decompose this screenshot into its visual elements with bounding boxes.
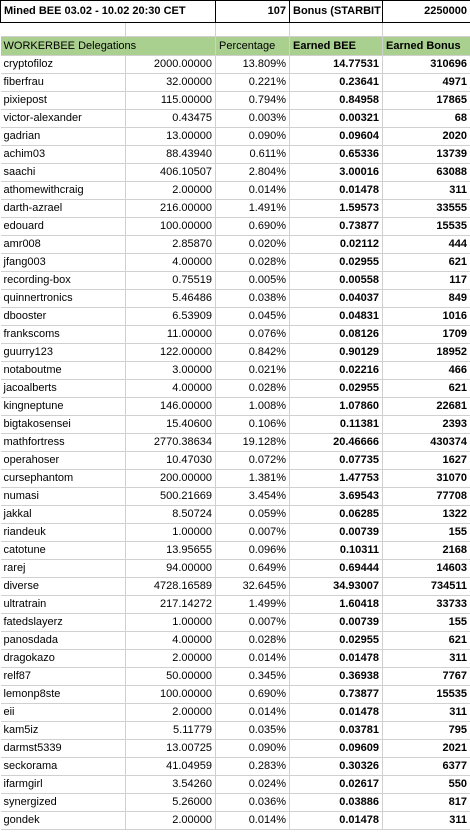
earned-bonus-cell[interactable]: 430374 xyxy=(383,434,470,452)
percentage-cell[interactable]: 0.020% xyxy=(216,236,290,254)
table-row xyxy=(1,740,470,758)
earned-bee-cell[interactable]: 1.47753 xyxy=(290,470,383,488)
earned-bee-cell[interactable]: 0.30326 xyxy=(290,758,383,776)
earned-bee-cell[interactable]: 0.10311 xyxy=(290,542,383,560)
percentage-cell[interactable]: 0.059% xyxy=(216,506,290,524)
percentage-cell[interactable]: 0.014% xyxy=(216,812,290,830)
delegation-amount-cell[interactable]: 100.00000 xyxy=(126,218,216,236)
delegator-name-cell[interactable]: kingneptune xyxy=(1,398,126,416)
delegator-name-cell[interactable]: jakkal xyxy=(1,506,126,524)
earned-bonus-cell[interactable]: 311 xyxy=(383,650,470,668)
earned-bee-cell[interactable]: 0.84958 xyxy=(290,92,383,110)
table-row xyxy=(1,668,470,686)
delegator-name-cell[interactable]: lemonp8ste xyxy=(1,686,126,704)
table-row xyxy=(1,272,470,290)
delegator-name-cell[interactable]: victor-alexander xyxy=(1,110,126,128)
earned-bonus-cell[interactable]: 1627 xyxy=(383,452,470,470)
delegator-name-cell[interactable]: fiberfrau xyxy=(1,74,126,92)
table-row xyxy=(1,434,470,452)
earned-bee-cell[interactable]: 3.00016 xyxy=(290,164,383,182)
table-row xyxy=(1,236,470,254)
table-row xyxy=(1,704,470,722)
percentage-cell[interactable]: 2.804% xyxy=(216,164,290,182)
percentage-cell[interactable]: 1.499% xyxy=(216,596,290,614)
delegator-name-cell[interactable]: achim03 xyxy=(1,146,126,164)
earned-bonus-cell[interactable]: 466 xyxy=(383,362,470,380)
table-row xyxy=(1,470,470,488)
percentage-cell[interactable]: 0.221% xyxy=(216,74,290,92)
earned-bee-cell[interactable]: 0.07735 xyxy=(290,452,383,470)
earned-bonus-cell[interactable]: 621 xyxy=(383,380,470,398)
delegation-amount-cell[interactable]: 5.26000 xyxy=(126,794,216,812)
percentage-cell[interactable]: 1.381% xyxy=(216,470,290,488)
percentage-cell[interactable]: 3.454% xyxy=(216,488,290,506)
empty-cell[interactable] xyxy=(290,23,383,37)
earned-bee-cell[interactable]: 0.02617 xyxy=(290,776,383,794)
delegation-amount-cell[interactable]: 4.00000 xyxy=(126,254,216,272)
delegator-name-cell[interactable]: numasi xyxy=(1,488,126,506)
table-row xyxy=(1,182,470,200)
table-row xyxy=(1,542,470,560)
table-row xyxy=(1,344,470,362)
earned-bonus-cell[interactable]: 63088 xyxy=(383,164,470,182)
earned-bonus-cell[interactable]: 6377 xyxy=(383,758,470,776)
earned-bee-cell[interactable]: 0.00321 xyxy=(290,110,383,128)
delegator-name-cell[interactable]: amr008 xyxy=(1,236,126,254)
table-row xyxy=(1,380,470,398)
delegation-amount-cell[interactable]: 11.00000 xyxy=(126,326,216,344)
delegator-name-cell[interactable]: cryptofiloz xyxy=(1,56,126,74)
earned-bonus-cell[interactable]: 311 xyxy=(383,812,470,830)
delegator-name-cell[interactable]: cursephantom xyxy=(1,470,126,488)
earned-bonus-cell[interactable]: 15535 xyxy=(383,686,470,704)
delegation-amount-cell[interactable]: 13.00725 xyxy=(126,740,216,758)
delegation-amount-cell[interactable]: 15.40600 xyxy=(126,416,216,434)
delegation-amount-cell[interactable]: 41.04959 xyxy=(126,758,216,776)
earned-bonus-cell[interactable]: 311 xyxy=(383,182,470,200)
percentage-cell[interactable]: 0.007% xyxy=(216,524,290,542)
summary-title[interactable]: Mined BEE 03.02 - 10.02 20:30 CET xyxy=(1,1,216,23)
delegation-amount-cell[interactable]: 200.00000 xyxy=(126,470,216,488)
table-row xyxy=(1,56,470,74)
table-row xyxy=(1,758,470,776)
delegation-amount-cell[interactable]: 13.95655 xyxy=(126,542,216,560)
delegator-name-cell[interactable]: bigtakosensei xyxy=(1,416,126,434)
delegator-name-cell[interactable]: eii xyxy=(1,704,126,722)
table-row xyxy=(1,110,470,128)
earned-bee-cell[interactable]: 34.93007 xyxy=(290,578,383,596)
table-row xyxy=(1,488,470,506)
earned-bonus-cell[interactable]: 33555 xyxy=(383,200,470,218)
earned-bonus-cell[interactable]: 310696 xyxy=(383,56,470,74)
table-row xyxy=(1,200,470,218)
table-row xyxy=(1,164,470,182)
earned-bee-cell[interactable]: 0.02216 xyxy=(290,362,383,380)
delegator-name-cell[interactable]: synergized xyxy=(1,794,126,812)
percentage-cell[interactable]: 0.611% xyxy=(216,146,290,164)
delegation-amount-cell[interactable]: 50.00000 xyxy=(126,668,216,686)
table-row xyxy=(1,794,470,812)
earned-bee-cell[interactable]: 0.02955 xyxy=(290,254,383,272)
table-row xyxy=(1,398,470,416)
percentage-cell[interactable]: 0.690% xyxy=(216,686,290,704)
table-row xyxy=(1,146,470,164)
percentage-cell[interactable]: 0.024% xyxy=(216,776,290,794)
delegator-name-cell[interactable]: diverse xyxy=(1,578,126,596)
delegation-amount-cell[interactable]: 5.46486 xyxy=(126,290,216,308)
table-row xyxy=(1,92,470,110)
earned-bonus-cell[interactable]: 1322 xyxy=(383,506,470,524)
delegator-name-cell[interactable]: ultratrain xyxy=(1,596,126,614)
column-header-earned-bonus[interactable]: Earned Bonus xyxy=(383,37,470,56)
table-row xyxy=(1,290,470,308)
percentage-cell[interactable]: 0.014% xyxy=(216,182,290,200)
earned-bonus-cell[interactable]: 33733 xyxy=(383,596,470,614)
earned-bee-cell[interactable]: 0.00739 xyxy=(290,614,383,632)
summary-count[interactable]: 107 xyxy=(216,1,290,23)
summary-row xyxy=(1,1,470,23)
empty-cell[interactable] xyxy=(1,23,126,37)
delegation-amount-cell[interactable]: 1.00000 xyxy=(126,524,216,542)
delegation-amount-cell[interactable]: 6.53909 xyxy=(126,308,216,326)
percentage-cell[interactable]: 0.045% xyxy=(216,308,290,326)
earned-bee-cell[interactable]: 0.01478 xyxy=(290,704,383,722)
percentage-cell[interactable]: 0.028% xyxy=(216,380,290,398)
earned-bonus-cell[interactable]: 817 xyxy=(383,794,470,812)
table-row xyxy=(1,650,470,668)
earned-bonus-cell[interactable]: 1709 xyxy=(383,326,470,344)
delegation-amount-cell[interactable]: 0.43475 xyxy=(126,110,216,128)
delegation-amount-cell[interactable]: 5.11779 xyxy=(126,722,216,740)
earned-bee-cell[interactable]: 0.69444 xyxy=(290,560,383,578)
delegation-amount-cell[interactable]: 3.00000 xyxy=(126,362,216,380)
earned-bee-cell[interactable]: 0.08126 xyxy=(290,326,383,344)
delegator-name-cell[interactable]: pixiepost xyxy=(1,92,126,110)
delegation-amount-cell[interactable]: 94.00000 xyxy=(126,560,216,578)
empty-cell[interactable] xyxy=(216,23,290,37)
percentage-cell[interactable]: 0.090% xyxy=(216,128,290,146)
earned-bee-cell[interactable]: 0.02955 xyxy=(290,380,383,398)
percentage-cell[interactable]: 0.014% xyxy=(216,650,290,668)
delegation-amount-cell[interactable]: 32.00000 xyxy=(126,74,216,92)
percentage-cell[interactable]: 0.842% xyxy=(216,344,290,362)
delegation-amount-cell[interactable]: 0.75519 xyxy=(126,272,216,290)
table-row xyxy=(1,128,470,146)
earned-bee-cell[interactable]: 0.73877 xyxy=(290,218,383,236)
delegation-amount-cell[interactable]: 4.00000 xyxy=(126,380,216,398)
delegator-name-cell[interactable]: guurry123 xyxy=(1,344,126,362)
earned-bonus-cell[interactable]: 795 xyxy=(383,722,470,740)
delegator-name-cell[interactable]: darmst5339 xyxy=(1,740,126,758)
delegation-amount-cell[interactable]: 4.00000 xyxy=(126,632,216,650)
column-header-row xyxy=(1,37,470,56)
earned-bonus-cell[interactable]: 18952 xyxy=(383,344,470,362)
percentage-cell[interactable]: 13.809% xyxy=(216,56,290,74)
percentage-cell[interactable]: 0.072% xyxy=(216,452,290,470)
table-row xyxy=(1,632,470,650)
percentage-cell[interactable]: 0.076% xyxy=(216,326,290,344)
delegation-amount-cell[interactable]: 3.54260 xyxy=(126,776,216,794)
percentage-cell[interactable]: 0.345% xyxy=(216,668,290,686)
percentage-cell[interactable]: 0.794% xyxy=(216,92,290,110)
percentage-cell[interactable]: 32.645% xyxy=(216,578,290,596)
delegation-amount-cell[interactable]: 1.00000 xyxy=(126,614,216,632)
delegation-amount-cell[interactable]: 122.00000 xyxy=(126,344,216,362)
table-row xyxy=(1,506,470,524)
delegation-amount-cell[interactable]: 88.43940 xyxy=(126,146,216,164)
percentage-cell[interactable]: 1.491% xyxy=(216,200,290,218)
percentage-cell[interactable]: 0.028% xyxy=(216,254,290,272)
delegation-amount-cell[interactable]: 100.00000 xyxy=(126,686,216,704)
earned-bonus-cell[interactable]: 13739 xyxy=(383,146,470,164)
earned-bee-cell[interactable]: 0.73877 xyxy=(290,686,383,704)
percentage-cell[interactable]: 0.649% xyxy=(216,560,290,578)
earned-bonus-cell[interactable]: 849 xyxy=(383,290,470,308)
earned-bee-cell[interactable]: 0.09604 xyxy=(290,128,383,146)
earned-bee-cell[interactable]: 14.77531 xyxy=(290,56,383,74)
earned-bonus-cell[interactable]: 22681 xyxy=(383,398,470,416)
earned-bee-cell[interactable]: 0.01478 xyxy=(290,650,383,668)
earned-bonus-cell[interactable]: 550 xyxy=(383,776,470,794)
earned-bee-cell[interactable]: 0.04037 xyxy=(290,290,383,308)
percentage-cell[interactable]: 0.028% xyxy=(216,632,290,650)
earned-bee-cell[interactable]: 1.07860 xyxy=(290,398,383,416)
table-row xyxy=(1,578,470,596)
table-row xyxy=(1,722,470,740)
table-row xyxy=(1,812,470,830)
earned-bonus-cell[interactable]: 2168 xyxy=(383,542,470,560)
delegation-amount-cell[interactable]: 8.50724 xyxy=(126,506,216,524)
percentage-cell[interactable]: 0.283% xyxy=(216,758,290,776)
earned-bee-cell[interactable]: 0.00558 xyxy=(290,272,383,290)
delegator-name-cell[interactable]: saachi xyxy=(1,164,126,182)
column-header-percentage[interactable]: Percentage xyxy=(216,37,290,56)
delegation-amount-cell[interactable]: 10.47030 xyxy=(126,452,216,470)
delegator-name-cell[interactable]: ifarmgirl xyxy=(1,776,126,794)
column-header-delegations[interactable]: WORKERBEE Delegations xyxy=(1,37,216,56)
delegation-amount-cell[interactable]: 2.85870 xyxy=(126,236,216,254)
delegator-name-cell[interactable]: catotune xyxy=(1,542,126,560)
delegator-name-cell[interactable]: edouard xyxy=(1,218,126,236)
earned-bonus-cell[interactable]: 7767 xyxy=(383,668,470,686)
table-row xyxy=(1,254,470,272)
table-row xyxy=(1,560,470,578)
earned-bee-cell[interactable]: 0.09609 xyxy=(290,740,383,758)
delegation-amount-cell[interactable]: 216.00000 xyxy=(126,200,216,218)
delegation-amount-cell[interactable]: 500.21669 xyxy=(126,488,216,506)
delegation-amount-cell[interactable]: 217.14272 xyxy=(126,596,216,614)
percentage-cell[interactable]: 0.035% xyxy=(216,722,290,740)
percentage-cell[interactable]: 1.008% xyxy=(216,398,290,416)
earned-bee-cell[interactable]: 0.02955 xyxy=(290,632,383,650)
percentage-cell[interactable]: 0.003% xyxy=(216,110,290,128)
percentage-cell[interactable]: 0.690% xyxy=(216,218,290,236)
delegation-amount-cell[interactable]: 2.00000 xyxy=(126,812,216,830)
delegator-name-cell[interactable]: athomewithcraig xyxy=(1,182,126,200)
delegator-name-cell[interactable]: riandeuk xyxy=(1,524,126,542)
spacer-row xyxy=(1,23,470,37)
earned-bonus-cell[interactable]: 4971 xyxy=(383,74,470,92)
delegator-name-cell[interactable]: relf87 xyxy=(1,668,126,686)
delegator-name-cell[interactable]: frankscoms xyxy=(1,326,126,344)
delegation-amount-cell[interactable]: 406.10507 xyxy=(126,164,216,182)
earned-bee-cell[interactable]: 0.03781 xyxy=(290,722,383,740)
earned-bonus-cell[interactable]: 2021 xyxy=(383,740,470,758)
earned-bonus-cell[interactable]: 2393 xyxy=(383,416,470,434)
earned-bonus-cell[interactable]: 31070 xyxy=(383,470,470,488)
delegator-name-cell[interactable]: panosdada xyxy=(1,632,126,650)
empty-cell[interactable] xyxy=(383,23,470,37)
earned-bonus-cell[interactable]: 77708 xyxy=(383,488,470,506)
earned-bee-cell[interactable]: 0.65336 xyxy=(290,146,383,164)
earned-bee-cell[interactable]: 3.69543 xyxy=(290,488,383,506)
column-header-earned-bee[interactable]: Earned BEE xyxy=(290,37,383,56)
delegator-name-cell[interactable]: fatedslayerz xyxy=(1,614,126,632)
earned-bonus-cell[interactable]: 117 xyxy=(383,272,470,290)
earned-bee-cell[interactable]: 0.90129 xyxy=(290,344,383,362)
percentage-cell[interactable]: 0.007% xyxy=(216,614,290,632)
earned-bee-cell[interactable]: 20.46666 xyxy=(290,434,383,452)
delegator-name-cell[interactable]: operahoser xyxy=(1,452,126,470)
delegator-name-cell[interactable]: kam5iz xyxy=(1,722,126,740)
earned-bee-cell[interactable]: 1.59573 xyxy=(290,200,383,218)
earned-bonus-cell[interactable]: 15535 xyxy=(383,218,470,236)
delegation-amount-cell[interactable]: 2.00000 xyxy=(126,704,216,722)
delegator-name-cell[interactable]: darth-azrael xyxy=(1,200,126,218)
earned-bonus-cell[interactable]: 621 xyxy=(383,632,470,650)
earned-bonus-cell[interactable]: 68 xyxy=(383,110,470,128)
earned-bonus-cell[interactable]: 311 xyxy=(383,704,470,722)
earned-bonus-cell[interactable]: 621 xyxy=(383,254,470,272)
empty-cell[interactable] xyxy=(126,23,216,37)
percentage-cell[interactable]: 0.106% xyxy=(216,416,290,434)
percentage-cell[interactable]: 0.038% xyxy=(216,290,290,308)
delegator-name-cell[interactable]: dbooster xyxy=(1,308,126,326)
delegator-name-cell[interactable]: jfang003 xyxy=(1,254,126,272)
delegator-name-cell[interactable]: notaboutme xyxy=(1,362,126,380)
earned-bee-cell[interactable]: 0.01478 xyxy=(290,182,383,200)
table-row xyxy=(1,686,470,704)
table-row xyxy=(1,776,470,794)
earned-bee-cell[interactable]: 0.04831 xyxy=(290,308,383,326)
delegator-name-cell[interactable]: dragokazo xyxy=(1,650,126,668)
earned-bee-cell[interactable]: 0.06285 xyxy=(290,506,383,524)
earned-bonus-cell[interactable]: 1016 xyxy=(383,308,470,326)
bonus-label[interactable]: Bonus (STARBIT xyxy=(290,1,383,23)
table-row xyxy=(1,524,470,542)
delegation-amount-cell[interactable]: 13.00000 xyxy=(126,128,216,146)
table-row xyxy=(1,308,470,326)
earned-bee-cell[interactable]: 0.36938 xyxy=(290,668,383,686)
delegator-name-cell[interactable]: recording-box xyxy=(1,272,126,290)
percentage-cell[interactable]: 0.014% xyxy=(216,704,290,722)
delegator-name-cell[interactable]: mathfortress xyxy=(1,434,126,452)
percentage-cell[interactable]: 0.090% xyxy=(216,740,290,758)
earned-bee-cell[interactable]: 0.01478 xyxy=(290,812,383,830)
delegation-amount-cell[interactable]: 146.00000 xyxy=(126,398,216,416)
delegation-amount-cell[interactable]: 2770.38634 xyxy=(126,434,216,452)
earned-bee-cell[interactable]: 0.11381 xyxy=(290,416,383,434)
earned-bee-cell[interactable]: 0.23641 xyxy=(290,74,383,92)
percentage-cell[interactable]: 0.005% xyxy=(216,272,290,290)
delegator-name-cell[interactable]: gondek xyxy=(1,812,126,830)
delegation-amount-cell[interactable]: 4728.16589 xyxy=(126,578,216,596)
percentage-cell[interactable]: 19.128% xyxy=(216,434,290,452)
earned-bee-cell[interactable]: 0.00739 xyxy=(290,524,383,542)
delegator-name-cell[interactable]: jacoalberts xyxy=(1,380,126,398)
table-row xyxy=(1,326,470,344)
percentage-cell[interactable]: 0.036% xyxy=(216,794,290,812)
bonus-value[interactable]: 2250000 xyxy=(383,1,470,23)
earned-bee-cell[interactable]: 0.02112 xyxy=(290,236,383,254)
percentage-cell[interactable]: 0.096% xyxy=(216,542,290,560)
earned-bonus-cell[interactable]: 14603 xyxy=(383,560,470,578)
delegator-name-cell[interactable]: quinnertronics xyxy=(1,290,126,308)
table-row xyxy=(1,614,470,632)
table-row xyxy=(1,362,470,380)
delegator-name-cell[interactable]: gadrian xyxy=(1,128,126,146)
table-row xyxy=(1,74,470,92)
delegation-amount-cell[interactable]: 115.00000 xyxy=(126,92,216,110)
percentage-cell[interactable]: 0.021% xyxy=(216,362,290,380)
table-row xyxy=(1,218,470,236)
delegation-amount-cell[interactable]: 2000.00000 xyxy=(126,56,216,74)
table-row xyxy=(1,416,470,434)
table-row xyxy=(1,596,470,614)
delegator-name-cell[interactable]: rarej xyxy=(1,560,126,578)
earned-bonus-cell[interactable]: 734511 xyxy=(383,578,470,596)
delegation-amount-cell[interactable]: 2.00000 xyxy=(126,182,216,200)
earned-bee-cell[interactable]: 0.03886 xyxy=(290,794,383,812)
delegator-name-cell[interactable]: seckorama xyxy=(1,758,126,776)
earned-bonus-cell[interactable]: 155 xyxy=(383,524,470,542)
earned-bonus-cell[interactable]: 444 xyxy=(383,236,470,254)
delegation-amount-cell[interactable]: 2.00000 xyxy=(126,650,216,668)
earned-bonus-cell[interactable]: 2020 xyxy=(383,128,470,146)
earned-bonus-cell[interactable]: 155 xyxy=(383,614,470,632)
table-row xyxy=(1,452,470,470)
earned-bonus-cell[interactable]: 17865 xyxy=(383,92,470,110)
earned-bee-cell[interactable]: 1.60418 xyxy=(290,596,383,614)
